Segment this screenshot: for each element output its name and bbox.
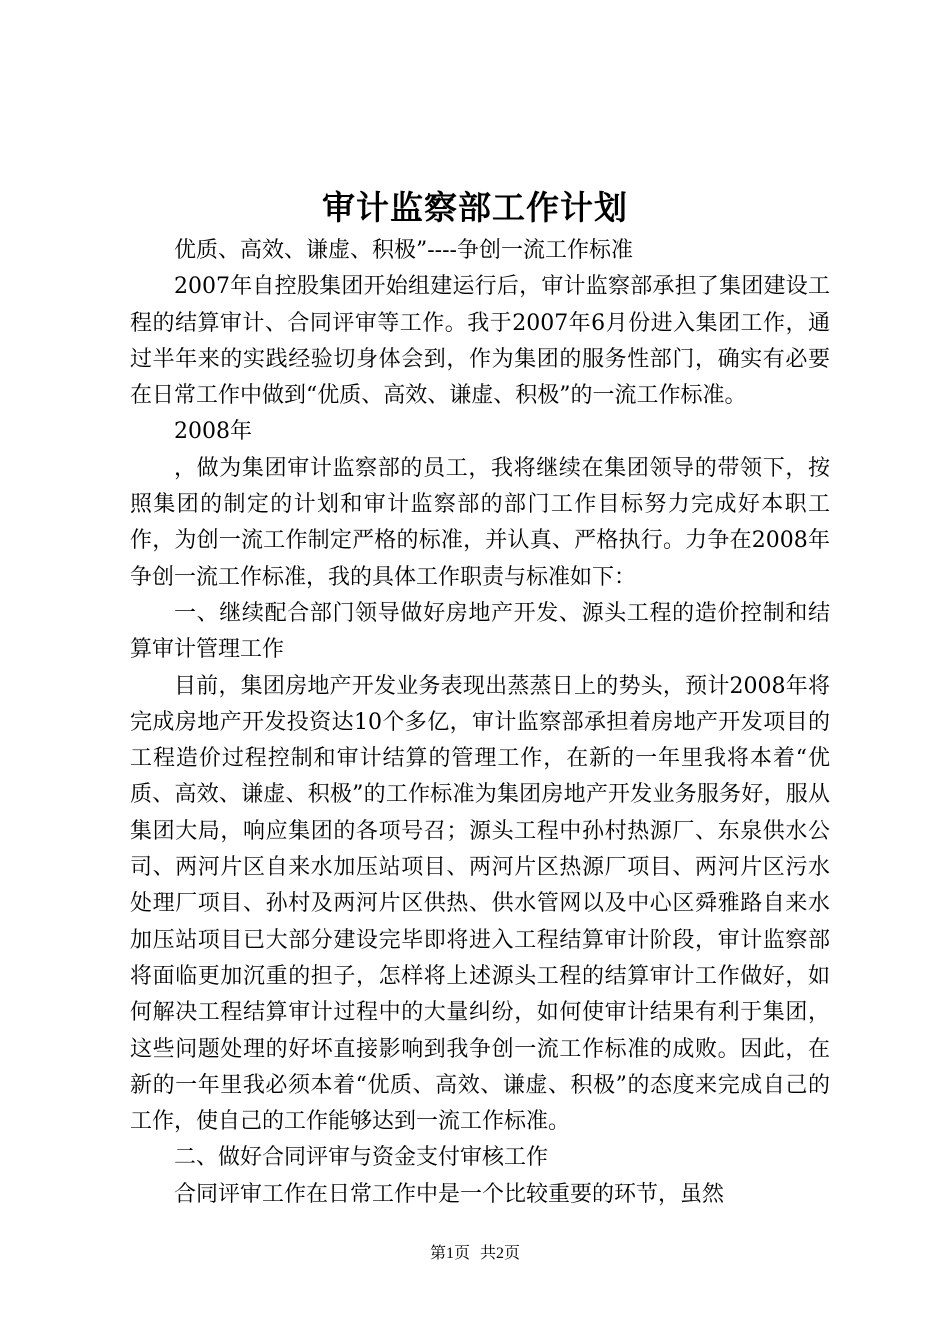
paragraph: 目前，集团房地产开发业务表现出蒸蒸日上的势头，预计2008年将完成房地产开发投资达10个多亿，审计监察部承担着房地产开发项目的工程造价过程控制和审计结算的管理工作，在新的一年里我将本着“优质、高效、谦虚、积极”的工作标准为集团房地产开发业务服务好，服从集团大局，响应集团的各项号召；源头工程中孙村热源厂、东泉供水公司、两河片区自来水加压站项目、两河片区热源厂项目、两河片区污水处理厂项目、孙村及两河片区供热、供水管网以及中心区舜雅路自来水加压站项目已大部分建设完毕即将进入工程结算审计阶段，审计监察部将面临更加沉重的担子，怎样将上述源头工程的结算审计工作做好，如何解决工程结算审计过程中的大量纠纷，如何使审计结果有利于集团，这些问题处理的好坏直接影响到我争创一流工作标准的成败。因此，在新的一年里我必须本着“优质、高效、谦虚、积极”的态度来完成自己的工作，使自己的工作能够达到一流工作标准。 [130, 673, 830, 1135]
paragraph: 合同评审工作在日常工作中是一个比较重要的环节，虽然 [174, 1181, 725, 1207]
page-total: 共2页 [480, 1245, 521, 1262]
paragraph: 优质、高效、谦虚、积极”----争创一流工作标准 [174, 238, 633, 263]
paragraph: 2008年 [174, 419, 252, 445]
paragraph: 2007年自控股集团开始组建运行后，审计监察部承担了集团建设工程的结算审计、合同评审等工作。我于2007年6月份进入集团工作，通过半年来的实践经验切身体会到，作为集团的服务性部门，确实有必要在日常工作中做到“优质、高效、谦虚、积极”的一流工作标准。 [130, 274, 830, 409]
page-footer [0, 1243, 950, 1265]
page-number: 第1页 [429, 1245, 470, 1262]
section-heading: 一、继续配合部门领导做好房地产开发、源头工程的造价控制和结算审计管理工作 [130, 600, 830, 663]
paragraph: ，做为集团审计监察部的员工，我将继续在集团领导的带领下，按照集团的制定的计划和审计监察部的部门工作目标努力完成好本职工作，为创一流工作制定严格的标准，并认真、严格执行。力争在2008年争创一流工作标准，我的具体工作职责与标准如下： [130, 455, 830, 590]
document-body [130, 233, 830, 1213]
section-heading: 二、做好合同评审与资金支付审核工作 [174, 1145, 549, 1171]
document-title: 审计监察部工作计划 [322, 188, 628, 227]
